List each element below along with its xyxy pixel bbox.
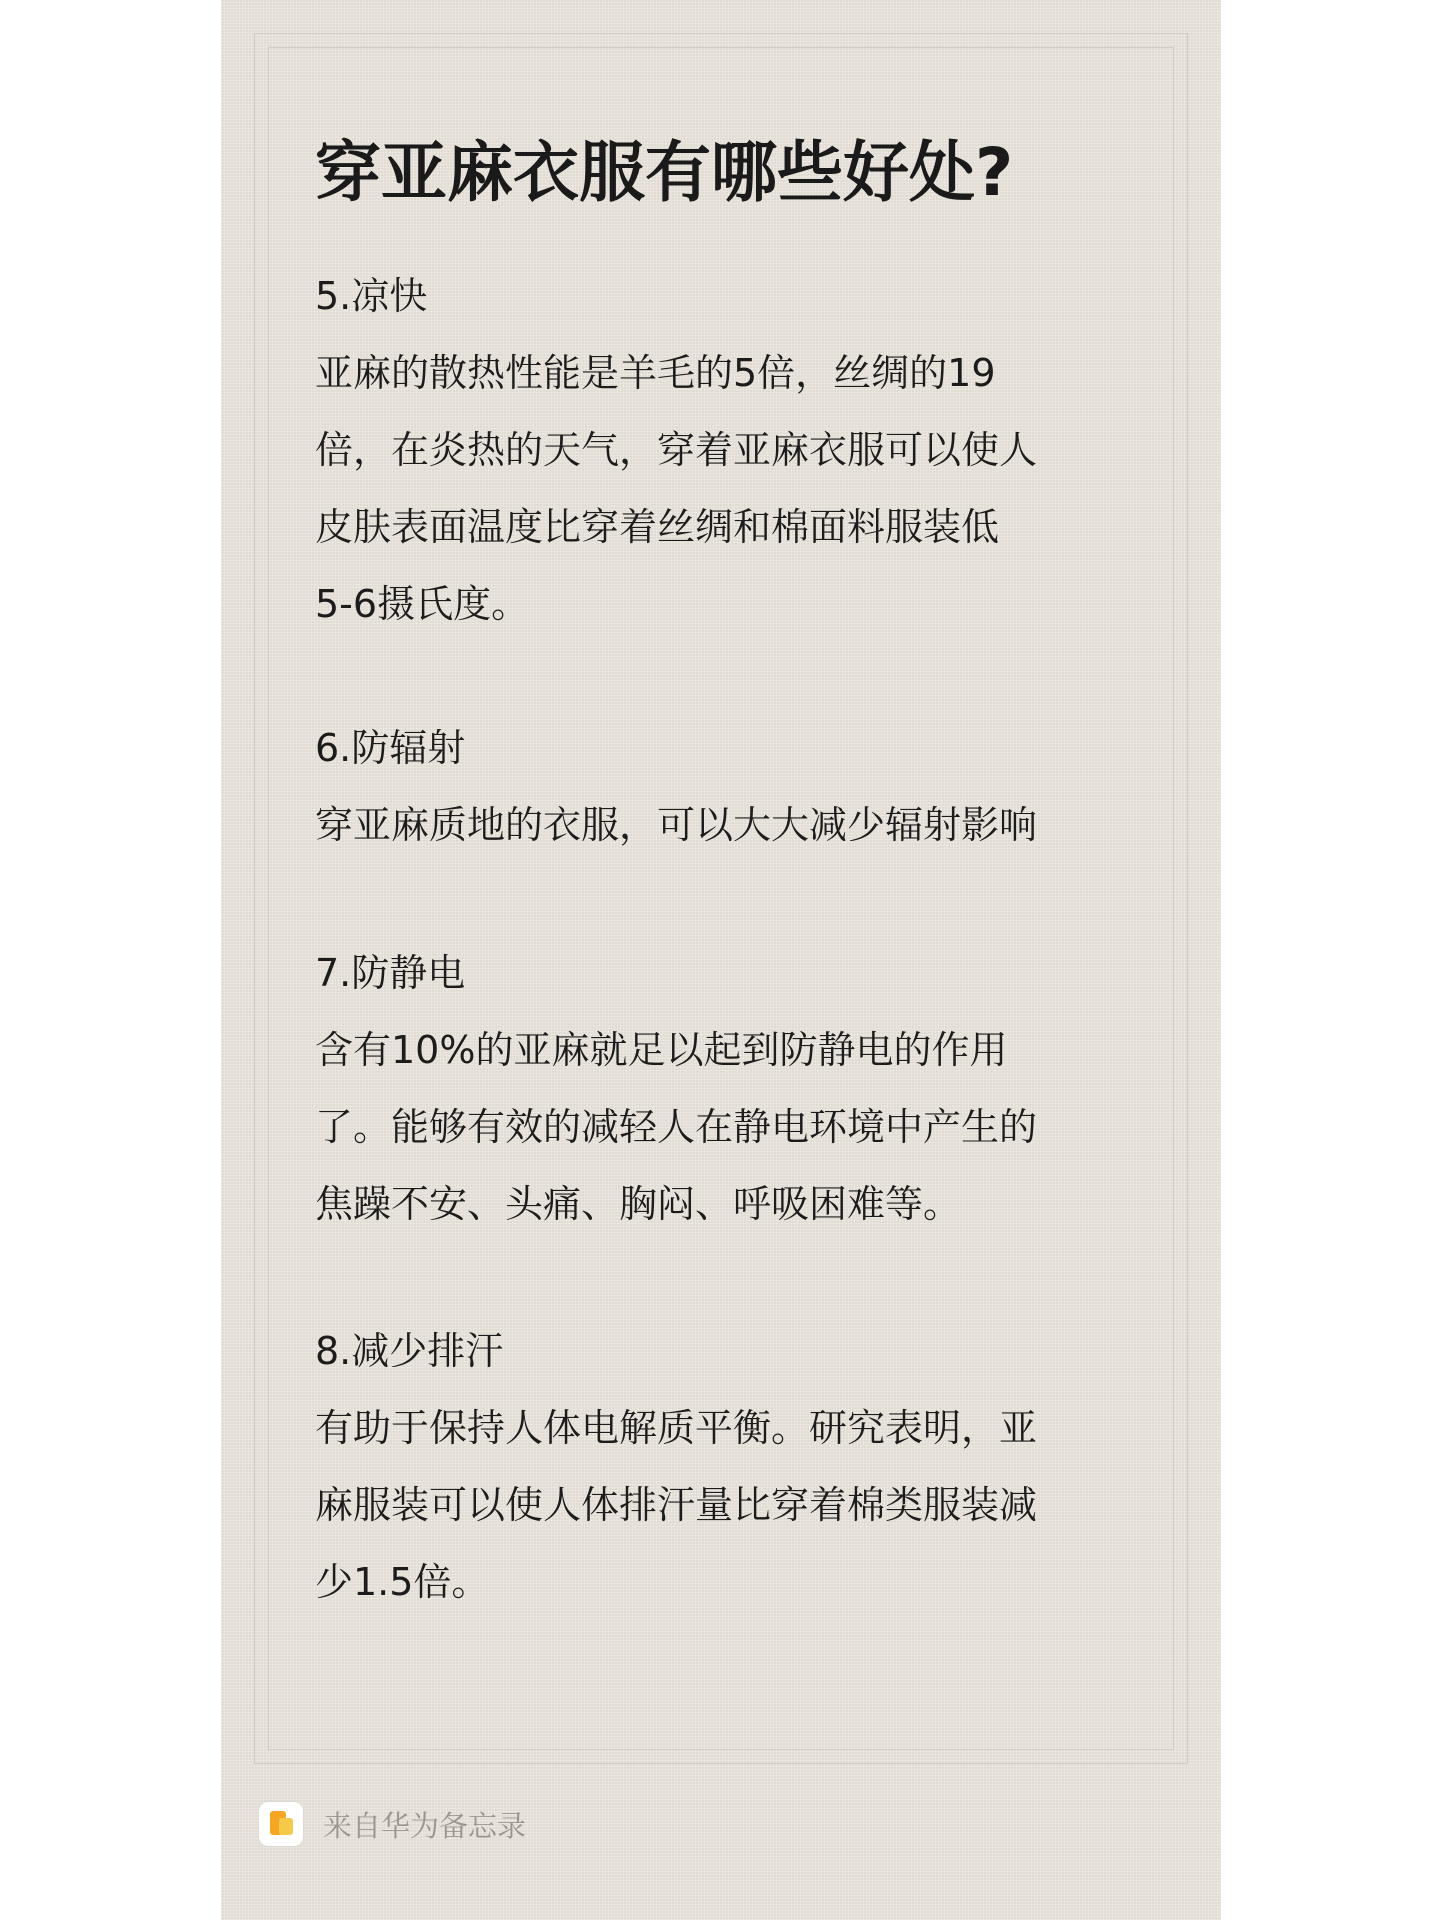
section-body	[315, 335, 1145, 643]
source-footer	[259, 1801, 526, 1847]
section-anti-static	[315, 945, 1145, 1243]
body-line: 了。能够有效的减轻人在静电环境中产生的	[315, 1105, 1038, 1149]
page-title: 穿亚麻衣服有哪些好处?	[315, 134, 1014, 211]
footer-text: 来自华为备忘录	[323, 1808, 527, 1843]
body-line: 少1.5倍。	[315, 1560, 490, 1604]
body-line: 亚麻的散热性能是羊毛的5倍，丝绸的19	[315, 351, 996, 395]
body-line: 5-6摄氏度。	[315, 582, 530, 626]
section-anti-radiation	[315, 720, 1145, 864]
section-cool	[315, 268, 1145, 643]
body-line: 有助于保持人体电解质平衡。研究表明，亚	[315, 1406, 1038, 1450]
body-line: 穿亚麻质地的衣服，可以大大减少辐射影响	[315, 803, 1038, 847]
section-heading: 7.防静电	[315, 951, 466, 995]
body-line: 焦躁不安、头痛、胸闷、呼吸困难等。	[315, 1182, 962, 1226]
section-body	[315, 1390, 1145, 1621]
section-body	[315, 787, 1145, 864]
note-page	[221, 0, 1221, 1920]
body-line: 麻服装可以使人体排汗量比穿着棉类服装减	[315, 1483, 1038, 1527]
body-line: 含有10%的亚麻就足以起到防静电的作用	[315, 1028, 1008, 1072]
section-heading: 8.减少排汗	[315, 1329, 504, 1373]
body-line: 皮肤表面温度比穿着丝绸和棉面料服装低	[315, 505, 1000, 549]
body-line: 倍，在炎热的天气，穿着亚麻衣服可以使人	[315, 428, 1038, 472]
section-heading: 6.防辐射	[315, 726, 466, 770]
section-less-sweat	[315, 1323, 1145, 1621]
section-body	[315, 1012, 1145, 1243]
notes-app-icon	[259, 1802, 303, 1846]
section-heading: 5.凉快	[315, 274, 428, 318]
